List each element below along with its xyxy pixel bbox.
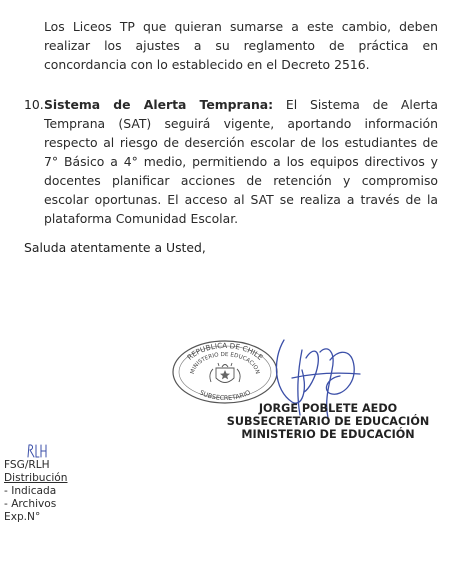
list-item-sat bbox=[24, 95, 438, 228]
list-item-body: El Sistema de Alerta Temprana (SAT) seguirá vigente, aportando información respecto al riesgo de deserción escolar de los estudiantes de 7° Básico a 4° medio, permitiendo a los equipos directivos y docentes planificar acciones de retención y compromiso escolar oportunas. El acceso al SAT se realiza a través de la plataforma Comunidad Escolar. bbox=[44, 97, 438, 226]
distribution-item: - Archivos bbox=[4, 498, 57, 510]
paragraph-liceos-tp: Los Liceos TP que quieran sumarse a este cambio, deben realizar los ajustes a su reglamento de práctica en concordancia con lo establecido en el Decreto 2516. bbox=[44, 19, 438, 72]
list-item-number: 10. bbox=[24, 97, 44, 112]
svg-text:SUBSECRETARIO bbox=[198, 388, 251, 402]
signer-organization: MINISTERIO DE EDUCACIÓN bbox=[241, 428, 415, 441]
signer-name: JORGE POBLETE AEDO bbox=[258, 402, 398, 415]
closing-salutation: Saluda atentamente a Usted, bbox=[24, 240, 206, 255]
distribution-item: - Indicada bbox=[4, 485, 57, 497]
list-item-text bbox=[44, 95, 438, 228]
distribution-initials: FSG/RLH bbox=[4, 459, 50, 471]
expediente-number: Exp.N° bbox=[4, 511, 41, 523]
initials-signature bbox=[26, 442, 48, 460]
distribution-heading: Distribución bbox=[4, 472, 68, 484]
seal-top-text: REPUBLICA DE CHILE bbox=[185, 340, 265, 362]
seal-bottom-text: SUBSECRETARIO bbox=[198, 388, 252, 403]
signer-title: SUBSECRETARIO DE EDUCACIÓN bbox=[226, 415, 430, 428]
coat-of-arms-icon bbox=[210, 363, 240, 383]
seal-middle-text: MINISTERIO DE EDUCACION bbox=[189, 351, 261, 375]
list-item-heading: Sistema de Alerta Temprana: bbox=[44, 97, 274, 112]
svg-text:REPUBLICA DE CHILE bbox=[185, 341, 265, 362]
